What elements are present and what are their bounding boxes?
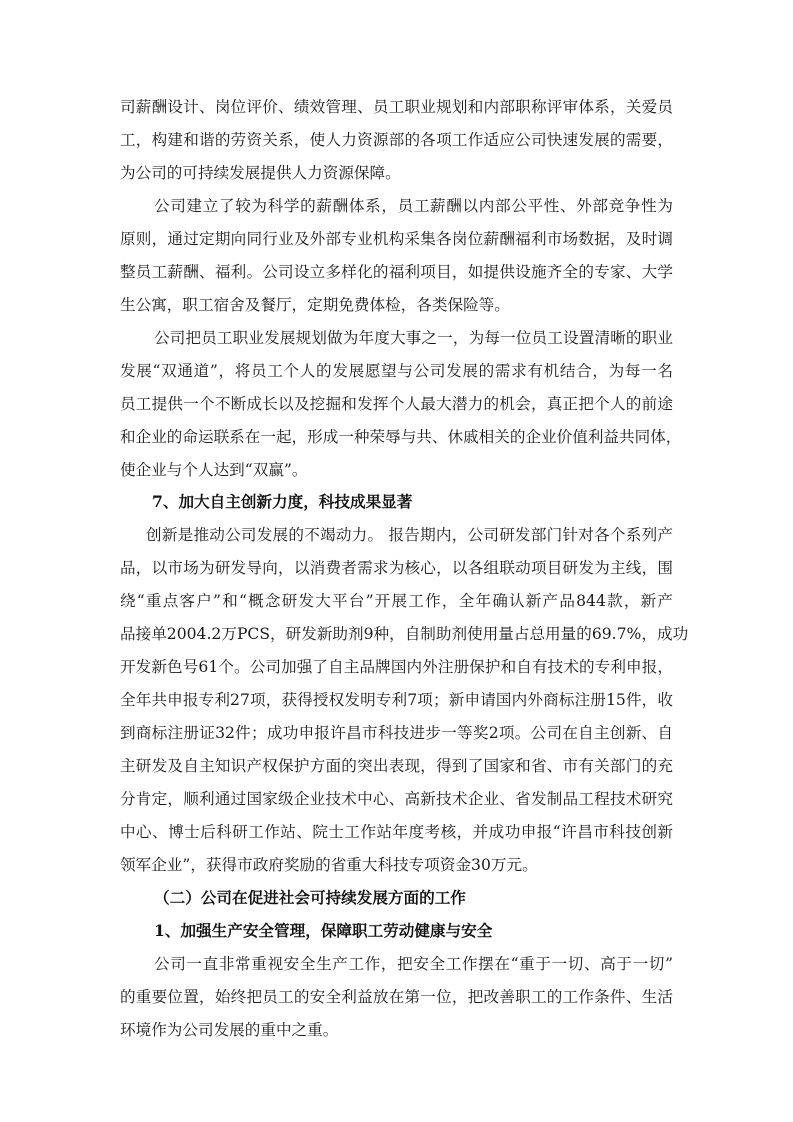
section-heading-innovation: 7、加大自主创新力度，科技成果显著 [152,492,413,511]
paragraph-line: 公司建立了较为科学的薪酬体系，员工薪酬以内部公平性、外部竞争性为 [154,197,673,215]
paragraph-line: 到商标注册证32件；成功申报许昌市科技进步一等奖2项。公司在自主创新、自 [120,724,673,742]
paragraph-line: 分肯定，顺利通过国家级企业技术中心、高新技术企业、省发制品工程技术研究 [120,790,673,808]
paragraph-line: 品接单2004.2万PCS，研发新助剂9种，自制助剂使用量占总用量的69.7%，成功 [120,625,689,643]
paragraph-line: 工，构建和谐的劳资关系，使人力资源部的各项工作适应公司快速发展的需要， [120,131,673,149]
paragraph-line: 员工提供一个不断成长以及挖掘和发挥个人最大潜力的机会，真正把个人的前途 [120,395,673,413]
paragraph-line: 开发新色号61个。公司加强了自主品牌国内外注册保护和自有技术的专利申报， [120,658,673,676]
paragraph-line: 司薪酬设计、岗位评价、绩效管理、员工职业规划和内部职称评审体系，关爱员 [120,98,673,116]
paragraph-line: 中心、博士后科研工作站、院士工作站年度考核，并成功申报“许昌市科技创新 [120,823,673,841]
paragraph-line: 的重要位置，始终把员工的安全利益放在第一位，把改善职工的工作条件、生活 [120,988,673,1006]
paragraph-line: 原则，通过定期向同行业及外部专业机构采集各岗位薪酬福利市场数据，及时调 [120,230,673,248]
paragraph-line: 使企业与个人达到“双赢”。 [120,461,308,479]
paragraph-line: 品，以市场为研发导向，以消费者需求为核心，以各组联动项目研发为主线，围 [120,559,673,577]
paragraph-line: 绕“重点客户”和“概念研发大平台”开展工作，全年确认新产品844款，新产 [120,592,673,610]
paragraph-line: 公司一直非常重视安全生产工作，把安全工作摆在“重于一切、高于一切” [154,955,673,973]
subsection-heading-safety: 1、加强生产安全管理，保障职工劳动健康与安全 [154,921,493,940]
paragraph-line: 创新是推动公司发展的不竭动力。 报告期内，公司研发部门针对各个系列产 [146,526,673,544]
paragraph-line: 公司把员工职业发展规划做为年度大事之一，为每一位员工设置清晰的职业 [154,329,673,347]
paragraph-line: 整员工薪酬、福利。公司设立多样化的福利项目，如提供设施齐全的专家、大学 [120,263,673,281]
paragraph-line: 全年共申报专利27项，获得授权发明专利7项；新申请国内外商标注册15件，收 [120,691,673,709]
paragraph-line: 发展“双通道”，将员工个人的发展愿望与公司发展的需求有机结合，为每一名 [120,362,673,380]
paragraph-line: 生公寓，职工宿舍及餐厅，定期免费体检，各类保险等。 [120,296,510,314]
paragraph-line: 和企业的命运联系在一起，形成一种荣辱与共、休戚相关的企业价值利益共同体， [120,428,682,446]
paragraph-line: 主研发及自主知识产权保护方面的突出表现，得到了国家和省、市有关部门的充 [120,757,673,775]
section-heading-social-sustainability: （二）公司在促进社会可持续发展方面的工作 [154,888,466,907]
paragraph-line: 环境作为公司发展的重中之重。 [120,1021,339,1039]
paragraph-line: 为公司的可持续发展提供人力资源保障。 [120,164,401,182]
paragraph-line: 领军企业”，获得市政府奖励的省重大科技专项资金30万元。 [120,856,538,874]
